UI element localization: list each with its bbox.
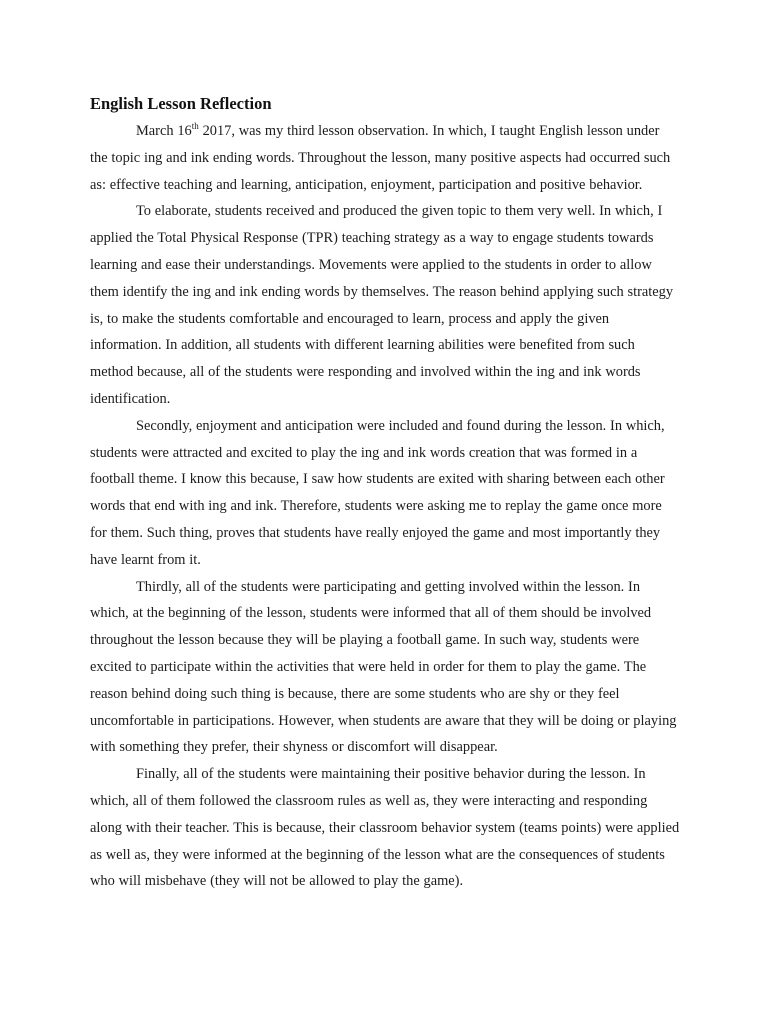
intro-date-superscript: th [191, 121, 199, 131]
paragraph-intro [90, 118, 680, 198]
document-page [90, 93, 680, 895]
intro-text: 2017, was my third lesson observation. In which, I taught English lesson under the topic ing and ink ending words. Throughout the lesson, many positive aspects had occurred such as: effective teaching and learning, anticipation, enjoyment, participation and positive behavior. [90, 123, 671, 193]
paragraph-finally: Finally, all of the students were maintaining their positive behavior during the lesson. In which, all of them followed the classroom rules as well as, they were interacting and responding along with their teacher. This is because, their classroom behavior system (teams points) were applied as well as, they were informed at the beginning of the lesson what are the consequences of students who will misbehave (they will not be allowed to play the game). [90, 766, 680, 890]
paragraph-elaborate: To elaborate, students received and produced the given topic to them very well. In which, I applied the Total Physical Response (TPR) teaching strategy as a way to engage students towards learning and ease their understandings. Movements were applied to the students in order to allow them identify the ing and ink ending words by themselves. The reason behind applying such strategy is, to make the students comfortable and encouraged to learn, process and apply the given information. In addition, all students with different learning abilities were benefited from such method because, all of the students were responding and involved within the ing and ink words identification. [90, 203, 674, 407]
document-title: English Lesson Reflection [90, 94, 272, 113]
intro-date-lead: March 16 [136, 123, 192, 139]
paragraph-secondly: Secondly, enjoyment and anticipation were included and found during the lesson. In which, students were attracted and excited to play the ing and ink words creation that was formed in a football theme. I know this because, I saw how students are exited with sharing between each other words that end with ing and ink. Therefore, students were asking me to replay the game once more for them. Such thing, proves that students have really enjoyed the game and most importantly they have learnt from it. [90, 417, 665, 568]
paragraph-thirdly: Thirdly, all of the students were participating and getting involved within the lesson. In which, at the beginning of the lesson, students were informed that all of them should be involved throughout the lesson because they will be playing a football game. In such way, students were excited to participate within the activities that were held in order for them to play the game. The reason behind doing such thing is because, there are some students who are shy or they feel uncomfortable in participations. However, when students are aware that they will be doing or playing with something they prefer, their shyness or discomfort will disappear. [90, 578, 677, 756]
